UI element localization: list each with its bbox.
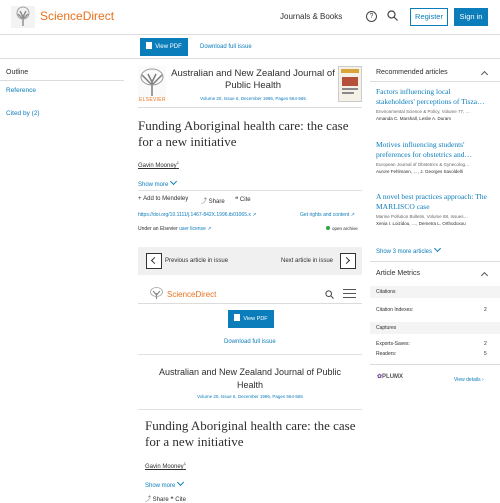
article-metrics-heading: Article Metrics [376,270,420,277]
embedded-journal-issue[interactable]: Volume 20, Issue 6, December 1996, Pages 564-565 [197,394,303,399]
show-more-label: Show more [138,182,169,188]
exports-saves-value: 2 [484,341,487,347]
author-link[interactable] [138,160,179,169]
recommended-source: Environmental Science & Policy, Volume 77, … [376,109,470,114]
sign-in-button[interactable]: Sign in [454,8,488,26]
license-statement [138,226,211,232]
journal-title-link[interactable]: Australian and New Zealand Journal of Public Health [171,68,335,91]
chevron-down-icon [177,479,184,486]
open-archive-label: open archive [332,226,358,231]
elsevier-tree-icon[interactable] [138,66,166,98]
citation-indexes-label: Citation Indexes: [376,307,414,313]
previous-article-arrow-icon[interactable] [146,253,162,269]
chevron-up-icon[interactable] [481,71,488,78]
recommended-title[interactable]: A novel best practices approach: The MARLISCO case [376,192,487,211]
embedded-view-pdf-label: View PDF [243,316,268,322]
journals-books-label: Journals & Books [280,12,343,21]
cite-button[interactable] [235,196,251,203]
recommended-authors: Xenia I. Loizidou, …, Demetra L. Orthodoxou [376,221,466,226]
doi-link[interactable] [138,212,256,218]
plus-icon: + [138,196,144,202]
cover-art-icon [339,67,361,101]
divider [370,364,500,365]
share-icon: ⤴ [201,199,209,205]
divider [0,80,124,81]
outline-heading: Outline [6,69,29,76]
embedded-share-cite-row [145,494,186,503]
plumx-logo[interactable] [377,373,403,380]
embedded-author-link[interactable] [145,461,186,470]
external-link-icon: ↗ [207,226,212,232]
recommended-title[interactable]: Motives influencing students' preferences for obstetrics and… [376,140,472,159]
recommended-source: Marine Pollution Bulletin, Volume 88, Issues… [376,214,469,219]
publisher-name: ELSEVIER [139,97,166,103]
embedded-author-sup: 1 [183,461,186,466]
get-rights-text: Get rights and content [300,212,350,218]
article-toolbar [0,35,500,59]
previous-article-link[interactable]: Previous article in issue [165,258,229,264]
outline-item-reference[interactable]: Reference [6,87,36,94]
divider [370,261,500,262]
embedded-author-name: Gavin Mooney [145,464,184,470]
embedded-show-more-label: Show more [145,483,176,489]
recommended-title[interactable]: Factors influencing local stakeholders' perceptions of Tisza… [376,87,485,106]
quote-icon: ❝ [235,197,240,203]
hamburger-menu-icon[interactable] [343,289,356,301]
journals-books-link[interactable] [280,12,342,21]
readers-value: 5 [484,351,487,357]
brand-name[interactable]: ScienceDirect [40,9,115,23]
exports-saves-label: Exports-Saves: [376,341,410,347]
top-header [0,0,500,35]
recommended-item[interactable] [376,192,491,226]
show-more-button[interactable] [138,179,176,188]
add-to-mendeley-button[interactable] [138,196,188,202]
plumx-flower-icon: ✿ [377,374,383,380]
chevron-down-icon [170,178,177,185]
share-label: Share [208,199,225,205]
search-icon[interactable] [325,290,334,299]
captures-heading: Captures [376,325,397,331]
recommended-authors: Amanda C. Marshall, Leslie A. Duram [376,116,452,121]
article-navigation [138,247,362,275]
embedded-journal-title[interactable]: Australian and New Zealand Journal of Public Health [158,367,342,390]
embedded-brand-name[interactable]: ScienceDirect [167,290,217,299]
embedded-download-issue-link[interactable]: Download full issue [224,339,276,345]
outline-item-cited-by[interactable]: Cited by (2) [6,110,40,117]
view-details-label: View details [454,377,481,383]
embedded-cite-label[interactable]: Cite [175,497,186,503]
get-rights-link[interactable] [300,212,355,218]
citation-indexes-value: 2 [484,307,487,313]
elsevier-tree-logo-icon[interactable] [11,6,35,28]
pdf-icon [146,42,152,49]
embedded-view-pdf-button[interactable] [228,310,274,328]
divider [138,190,362,191]
chevron-down-icon [434,245,441,252]
recommended-source: European Journal of Obstetrics & Gynecolog… [376,162,470,167]
show-more-articles-button[interactable] [376,246,440,255]
citations-heading: Citations [376,289,396,295]
open-archive-badge [326,226,358,231]
chevron-right-icon: › [481,377,484,383]
journal-issue-link[interactable]: Volume 20, Issue 6, December 1996, Pages 564-565 [200,96,306,101]
register-button[interactable]: Register [410,8,448,26]
divider [370,81,500,82]
show-more-articles-label: Show 3 more articles [376,249,433,255]
pdf-icon [234,314,240,321]
share-icon: ⤴ [145,497,153,503]
view-pdf-label: View PDF [155,44,182,50]
article-title: Funding Aboriginal health care: the case for a new initiative [138,118,349,149]
external-link-icon: ↗ [252,212,257,218]
recommended-item[interactable] [376,140,491,174]
recommended-authors: Aurore Fehlmann, …, J. Georges Savoldelli [376,169,463,174]
embedded-share-label[interactable]: Share [152,497,169,503]
embedded-article-title: Funding Aboriginal health care: the case for a new initiative [145,418,356,449]
cite-label: Cite [239,197,251,203]
journal-cover-image[interactable] [338,66,362,102]
download-full-issue-link[interactable]: Download full issue [200,44,252,50]
external-link-icon: ↗ [350,212,355,218]
help-icon[interactable]: ? [366,11,377,22]
readers-label: Readers: [376,351,397,357]
divider [138,107,362,108]
next-article-link[interactable]: Next article in issue [281,258,334,264]
author-name: Gavin Mooney [138,163,177,169]
share-button[interactable] [201,196,225,205]
open-access-dot-icon [326,226,330,230]
plumx-label: PLUMX [382,374,404,380]
divider [138,354,362,355]
divider [138,303,362,304]
view-pdf-button[interactable] [140,38,188,56]
view-details-link[interactable] [454,377,484,383]
license-prefix: Under an Elsevier [138,226,178,232]
search-icon[interactable] [387,10,398,21]
add-to-mendeley-label: Add to Mendeley [143,196,189,202]
author-affiliation-sup: 1 [176,160,179,165]
recommended-item[interactable] [376,87,491,121]
elsevier-tree-logo-icon[interactable] [149,287,164,300]
quote-icon: ❝ [170,497,176,503]
embedded-show-more-button[interactable] [145,480,183,489]
chevron-up-icon[interactable] [481,272,488,279]
next-article-arrow-icon[interactable] [340,253,356,269]
doi-text: https://doi.org/10.1111/j.1467-842X.1996.tb01065.x [138,212,251,218]
divider [138,409,362,410]
user-license-link[interactable]: user license [179,226,206,232]
recommended-articles-heading: Recommended articles [376,69,448,76]
